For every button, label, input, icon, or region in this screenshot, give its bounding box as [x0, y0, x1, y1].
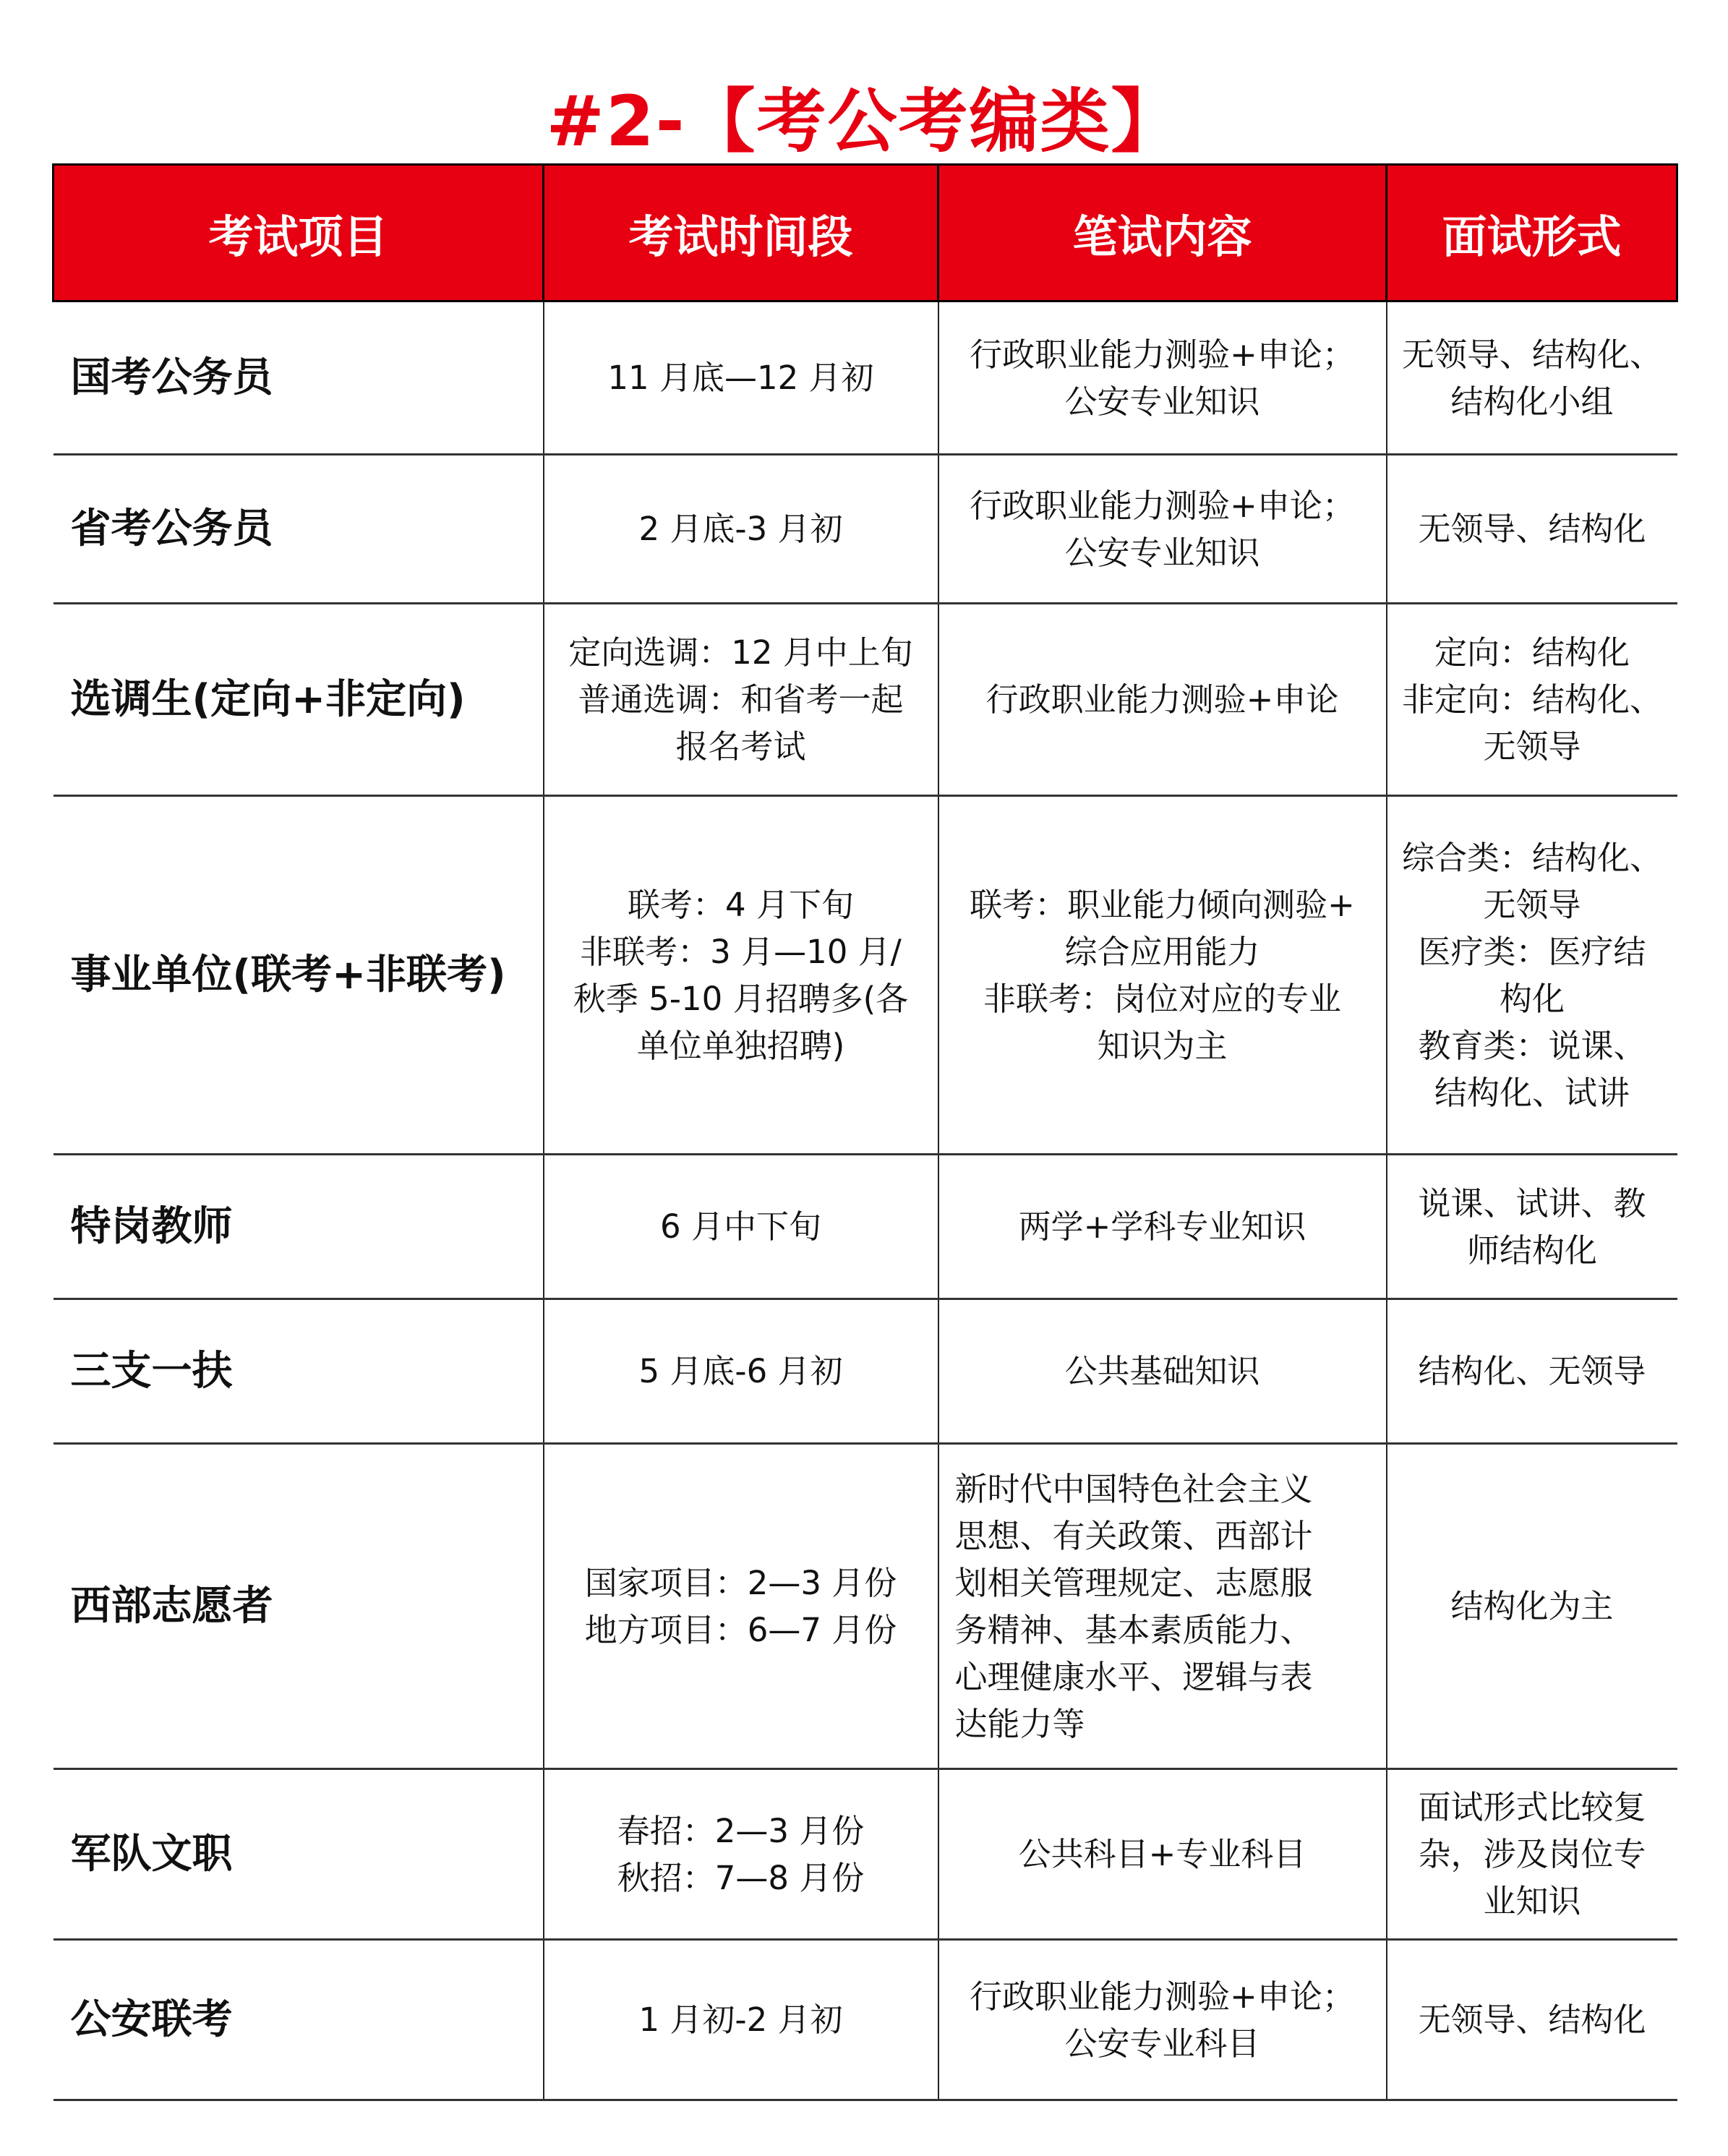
written-content-cell: 行政职业能力测验+申论: [938, 604, 1387, 796]
written-content-cell: 联考：职业能力倾向测验+ 综合应用能力 非联考：岗位对应的专业 知识为主: [938, 796, 1387, 1155]
table-row: [54, 1769, 1677, 1940]
header-interview-form: 面试形式: [1387, 165, 1677, 301]
table-row: [54, 301, 1677, 455]
table-row: [54, 455, 1677, 604]
exam-name-cell: 选调生(定向+非定向): [54, 604, 544, 796]
exam-period-cell: 1 月初-2 月初: [544, 1940, 938, 2100]
exam-period-cell: 5 月底-6 月初: [544, 1299, 938, 1444]
interview-form-cell: 无领导、结构化: [1387, 1940, 1677, 2100]
exam-name-cell: 特岗教师: [54, 1155, 544, 1299]
interview-form-cell: 无领导、结构化、 结构化小组: [1387, 301, 1677, 455]
written-content-cell: 新时代中国特色社会主义 思想、有关政策、西部计 划相关管理规定、志愿服 务精神、基本素质能力、 心理健康水平、逻辑与表 达能力等: [938, 1444, 1387, 1769]
exam-period-cell: 春招：2—3 月份 秋招：7—8 月份: [544, 1769, 938, 1940]
written-content-cell: 行政职业能力测验+申论； 公安专业知识: [938, 455, 1387, 604]
interview-form-cell: 无领导、结构化: [1387, 455, 1677, 604]
exam-name-cell: 军队文职: [54, 1769, 544, 1940]
exam-period-cell: 11 月底—12 月初: [544, 301, 938, 455]
exam-name-cell: 公安联考: [54, 1940, 544, 2100]
header-exam-period: 考试时间段: [544, 165, 938, 301]
exam-period-cell: 国家项目：2—3 月份 地方项目：6—7 月份: [544, 1444, 938, 1769]
exam-period-cell: 定向选调：12 月中上旬 普通选调：和省考一起 报名考试: [544, 604, 938, 796]
interview-form-cell: 结构化、无领导: [1387, 1299, 1677, 1444]
exam-name-cell: 国考公务员: [54, 301, 544, 455]
written-content-cell: 行政职业能力测验+申论； 公安专业知识: [938, 301, 1387, 455]
interview-form-cell: 说课、试讲、教 师结构化: [1387, 1155, 1677, 1299]
interview-form-cell: 综合类：结构化、 无领导 医疗类：医疗结 构化 教育类：说课、 结构化、试讲: [1387, 796, 1677, 1155]
table-row: [54, 1155, 1677, 1299]
table-row: [54, 1299, 1677, 1444]
written-content-cell: 公共基础知识: [938, 1299, 1387, 1444]
written-content-cell: 行政职业能力测验+申论； 公安专业科目: [938, 1940, 1387, 2100]
table-row: [54, 1444, 1677, 1769]
interview-form-cell: 结构化为主: [1387, 1444, 1677, 1769]
page-title: #2-【考公考编类】: [546, 81, 1182, 162]
written-content-cell: 两学+学科专业知识: [938, 1155, 1387, 1299]
header-written-content: 笔试内容: [938, 165, 1387, 301]
exam-table: [52, 163, 1678, 2101]
exam-name-cell: 西部志愿者: [54, 1444, 544, 1769]
exam-period-cell: 联考：4 月下旬 非联考：3 月—10 月/ 秋季 5-10 月招聘多(各 单位单独招聘): [544, 796, 938, 1155]
table-row: [54, 604, 1677, 796]
header-exam-item: 考试项目: [54, 165, 544, 301]
interview-form-cell: 定向：结构化 非定向：结构化、 无领导: [1387, 604, 1677, 796]
exam-period-cell: 6 月中下旬: [544, 1155, 938, 1299]
table-row: [54, 796, 1677, 1155]
interview-form-cell: 面试形式比较复 杂，涉及岗位专 业知识: [1387, 1769, 1677, 1940]
exam-name-cell: 事业单位(联考+非联考): [54, 796, 544, 1155]
written-content-cell: 公共科目+专业科目: [938, 1769, 1387, 1940]
exam-period-cell: 2 月底-3 月初: [544, 455, 938, 604]
exam-name-cell: 省考公务员: [54, 455, 544, 604]
table-row: [54, 1940, 1677, 2100]
table-header-row: [54, 165, 1677, 301]
exam-name-cell: 三支一扶: [54, 1299, 544, 1444]
